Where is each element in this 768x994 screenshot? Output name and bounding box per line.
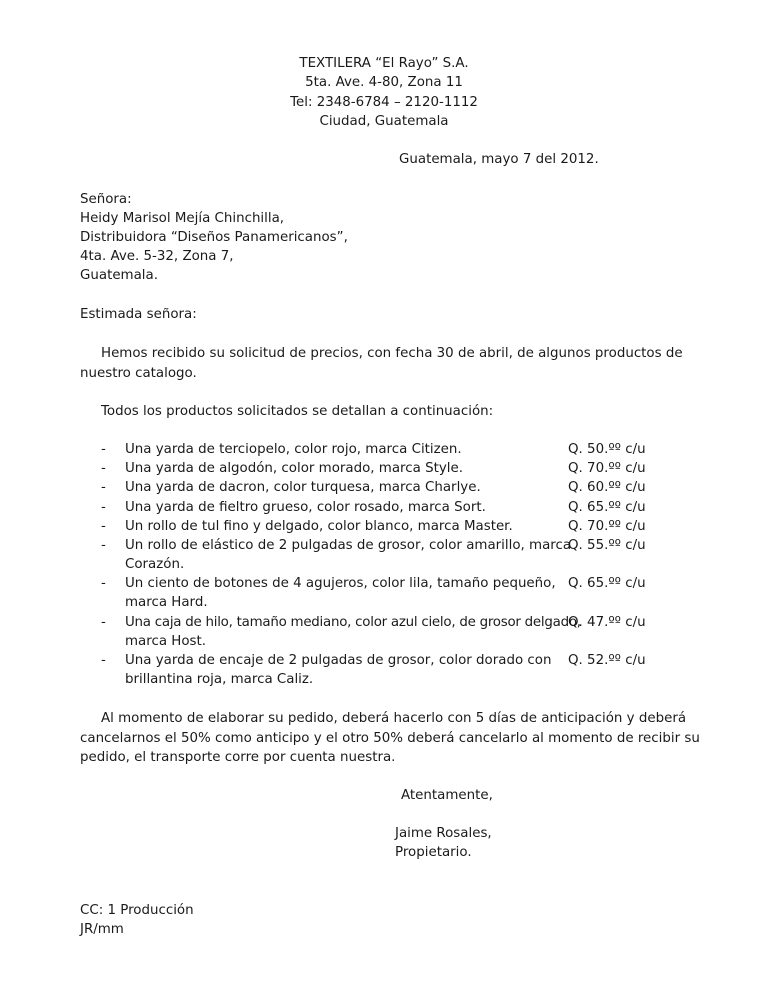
paragraph-terms: Al momento de elaborar su pedido, deberá hacerlo con 5 días de anticipación y deberá cancelarnos el 50% como anticipo y el otro 50% deberá cancelarlo al momento de recibir su pedido, el transporte corre por cuenta nuestra. bbox=[80, 711, 700, 765]
item-description: Una yarda de fieltro grueso, color rosado, marca Sort. bbox=[125, 500, 486, 515]
salutation: Estimada señora: bbox=[80, 307, 197, 322]
list-bullet: - bbox=[101, 538, 106, 553]
item-description-cont: Corazón. bbox=[125, 557, 185, 572]
list-bullet: - bbox=[101, 500, 106, 515]
closing: Atentamente, bbox=[401, 788, 493, 803]
list-bullet: - bbox=[101, 461, 106, 476]
item-description: Un rollo de tul fino y delgado, color blanco, marca Master. bbox=[125, 519, 513, 534]
item-description: Una caja de hilo, tamaño mediano, color azul cielo, de grosor delgado, bbox=[125, 615, 581, 630]
item-price: Q. 70.ºº c/u bbox=[568, 461, 646, 476]
item-description: Un rollo de elástico de 2 pulgadas de grosor, color amarillo, marca bbox=[125, 538, 572, 553]
list-bullet: - bbox=[101, 576, 106, 591]
recipient-city: Guatemala. bbox=[80, 268, 158, 283]
list-bullet: - bbox=[101, 480, 106, 495]
list-bullet: - bbox=[101, 519, 106, 534]
item-price: Q. 55.ºº c/u bbox=[568, 538, 646, 553]
company-address: 5ta. Ave. 4-80, Zona 11 bbox=[305, 75, 463, 90]
list-bullet: - bbox=[101, 653, 106, 668]
cc-line: CC: 1 Producción bbox=[80, 903, 194, 918]
company-phone: Tel: 2348-6784 – 2120-1112 bbox=[290, 95, 478, 110]
item-price: Q. 47.ºº c/u bbox=[568, 615, 646, 630]
item-description-cont: brillantina roja, marca Caliz. bbox=[125, 672, 314, 687]
recipient-address: 4ta. Ave. 5-32, Zona 7, bbox=[80, 249, 234, 264]
list-bullet: - bbox=[101, 615, 106, 630]
paragraph-intro: Hemos recibido su solicitud de precios, con fecha 30 de abril, de algunos productos de nuestro catalogo. bbox=[80, 346, 683, 381]
item-price: Q. 60.ºº c/u bbox=[568, 480, 646, 495]
item-description: Un ciento de botones de 4 agujeros, color lila, tamaño pequeño, bbox=[125, 576, 556, 591]
item-price: Q. 65.ºº c/u bbox=[568, 576, 646, 591]
item-price: Q. 50.ºº c/u bbox=[568, 442, 646, 457]
signer-name: Jaime Rosales, bbox=[395, 826, 492, 841]
company-name: TEXTILERA “El Rayo” S.A. bbox=[299, 56, 469, 71]
item-description-cont: marca Host. bbox=[125, 634, 207, 649]
signer-role: Propietario. bbox=[395, 845, 472, 860]
item-price: Q. 52.ºº c/u bbox=[568, 653, 646, 668]
item-description: Una yarda de encaje de 2 pulgadas de grosor, color dorado con bbox=[125, 653, 552, 668]
item-description: Una yarda de algodón, color morado, marca Style. bbox=[125, 461, 463, 476]
item-description-cont: marca Hard. bbox=[125, 595, 208, 610]
date-line: Guatemala, mayo 7 del 2012. bbox=[399, 152, 599, 167]
item-price: Q. 65.ºº c/u bbox=[568, 500, 646, 515]
item-description: Una yarda de terciopelo, color rojo, marca Citizen. bbox=[125, 442, 462, 457]
recipient-company: Distribuidora “Diseños Panamericanos”, bbox=[80, 230, 348, 245]
initials: JR/mm bbox=[80, 922, 124, 937]
recipient-title: Señora: bbox=[80, 192, 132, 207]
list-bullet: - bbox=[101, 442, 106, 457]
company-city: Ciudad, Guatemala bbox=[319, 114, 449, 129]
paragraph-list-intro: Todos los productos solicitados se detallan a continuación: bbox=[101, 404, 494, 419]
recipient-name: Heidy Marisol Mejía Chinchilla, bbox=[80, 211, 285, 226]
item-description: Una yarda de dacron, color turquesa, marca Charlye. bbox=[125, 480, 481, 495]
item-price: Q. 70.ºº c/u bbox=[568, 519, 646, 534]
